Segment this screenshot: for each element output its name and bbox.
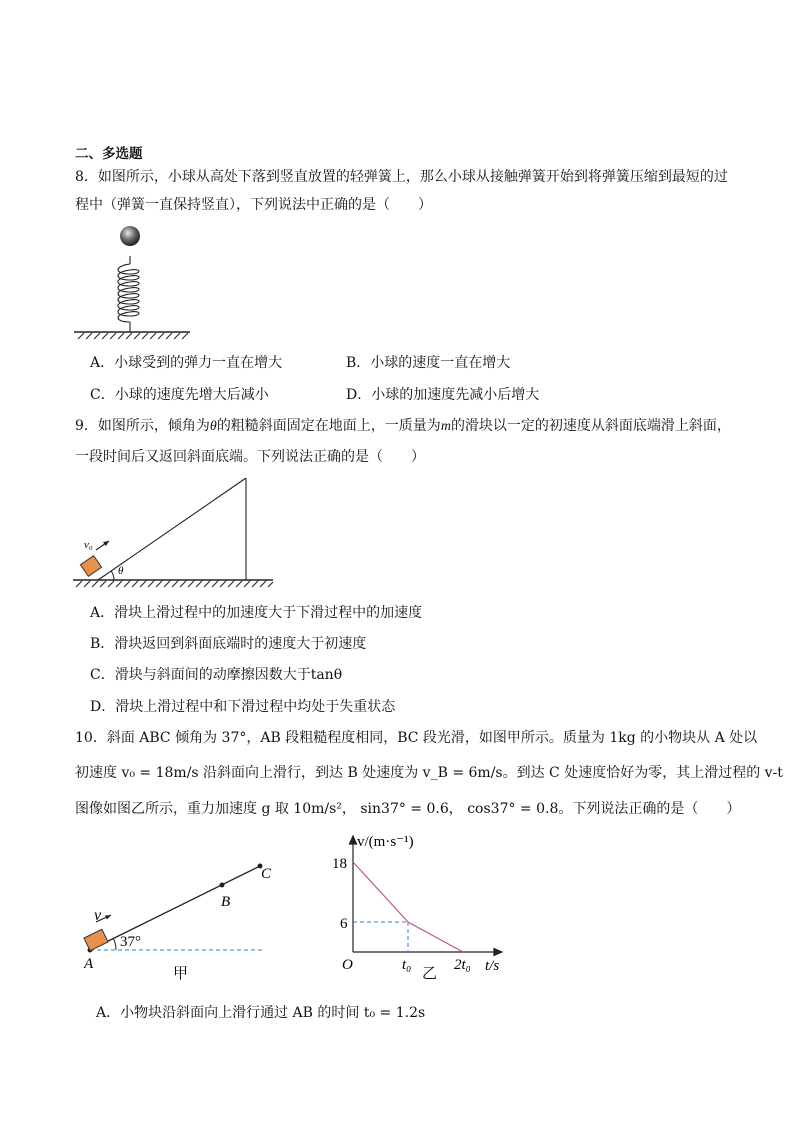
q9-incline-figure	[68, 470, 278, 592]
q10-stem-line3: 图像如图乙所示，重力加速度 g 取 10m/s²， sin37° = 0.6， cos37° = 0.8。下列说法正确的是（ ）	[75, 801, 741, 817]
label-a: A	[84, 956, 94, 972]
q10-option-a[interactable]: A．小物块沿斜面向上滑行通过 AB 的时间 t₀ = 1.2s	[96, 1005, 426, 1021]
block-icon	[80, 556, 101, 577]
theta-label: θ	[118, 565, 124, 577]
x-tick-2t0: 2t₀	[454, 957, 471, 973]
ball-icon	[120, 226, 140, 246]
q10-stem-line2: 初速度 v₀ = 18m/s 沿斜面向上滑行，到达 B 处速度为 v_B = 6m/s。到达 C 处速度恰好为零，其上滑过程的 v-t	[75, 765, 783, 781]
q9-option-c[interactable]: C．滑块与斜面间的动摩擦因数大于tanθ	[90, 667, 343, 683]
y-tick-6: 6	[340, 916, 348, 932]
v-label: v	[94, 907, 102, 924]
q8-option-c[interactable]: C．小球的速度先增大后减小	[90, 387, 269, 403]
guide-lines	[353, 922, 408, 952]
q9-option-d[interactable]: D．滑块上滑过程中和下滑过程中均处于失重状态	[90, 699, 396, 715]
q9-stem-line2: 一段时间后又返回斜面底端。下列说法正确的是（ ）	[75, 449, 425, 465]
v0-label: v₀	[84, 539, 93, 551]
q9-stem-line1: 9．如图所示，倾角为θ的粗糙斜面固定在地面上，一质量为m的滑块以一定的初速度从斜面底端滑上斜面，	[75, 418, 731, 434]
incline-ac	[90, 866, 260, 950]
theta-symbol: θ	[209, 419, 217, 434]
y-axis-arrow	[350, 836, 357, 844]
ground-hatch	[76, 581, 273, 587]
q8-stem-line1: 8．如图所示，小球从高处下落到竖直放置的轻弹簧上，那么小球从接触弹簧开始到将弹簧压缩到最短的过	[75, 169, 728, 185]
label-c: C	[261, 866, 272, 882]
ground-hatch	[74, 332, 190, 339]
x-tick-t0: t₀	[402, 957, 412, 973]
q10-figure-jia	[80, 860, 280, 985]
x-axis-arrow	[494, 949, 502, 956]
q9-option-b[interactable]: B．滑块返回到斜面底端时的速度大于初速度	[90, 636, 367, 652]
q8-option-d[interactable]: D．小球的加速度先减小后增大	[346, 387, 540, 403]
caption-yi: 乙	[422, 966, 438, 980]
q8-option-b[interactable]: B．小球的速度一直在增大	[346, 355, 511, 371]
section-title: 二、多选题	[75, 146, 143, 162]
origin-label: O	[342, 957, 353, 973]
y-axis-label: v/(m·s⁻¹)	[357, 834, 414, 850]
angle-arc	[111, 571, 114, 580]
q10-stem-line1: 10．斜面 ABC 倾角为 37°，AB 段粗糙程度相同，BC 段光滑，如图甲所示。质量为 1kg 的小物块从 A 处以	[75, 730, 758, 746]
angle-label: 37°	[120, 934, 141, 950]
mass-symbol: m	[440, 419, 451, 434]
q8-option-a[interactable]: A．小球受到的弹力一直在增大	[90, 355, 283, 371]
angle-arc	[113, 938, 116, 950]
x-axis-label: t/s	[485, 958, 500, 974]
caption-jia: 甲	[173, 966, 189, 982]
q9-option-a[interactable]: A．滑块上滑过程中的加速度大于下滑过程中的加速度	[90, 605, 423, 621]
point-b	[220, 883, 225, 888]
q8-stem-line2: 程中（弹簧一直保持竖直），下列说法中正确的是（ ）	[75, 197, 432, 213]
q10-vt-graph	[330, 832, 510, 980]
q8-spring-figure	[70, 222, 195, 344]
spring-icon	[118, 256, 139, 332]
label-b: B	[221, 894, 231, 910]
block-icon	[84, 929, 108, 950]
y-tick-18: 18	[332, 856, 347, 872]
